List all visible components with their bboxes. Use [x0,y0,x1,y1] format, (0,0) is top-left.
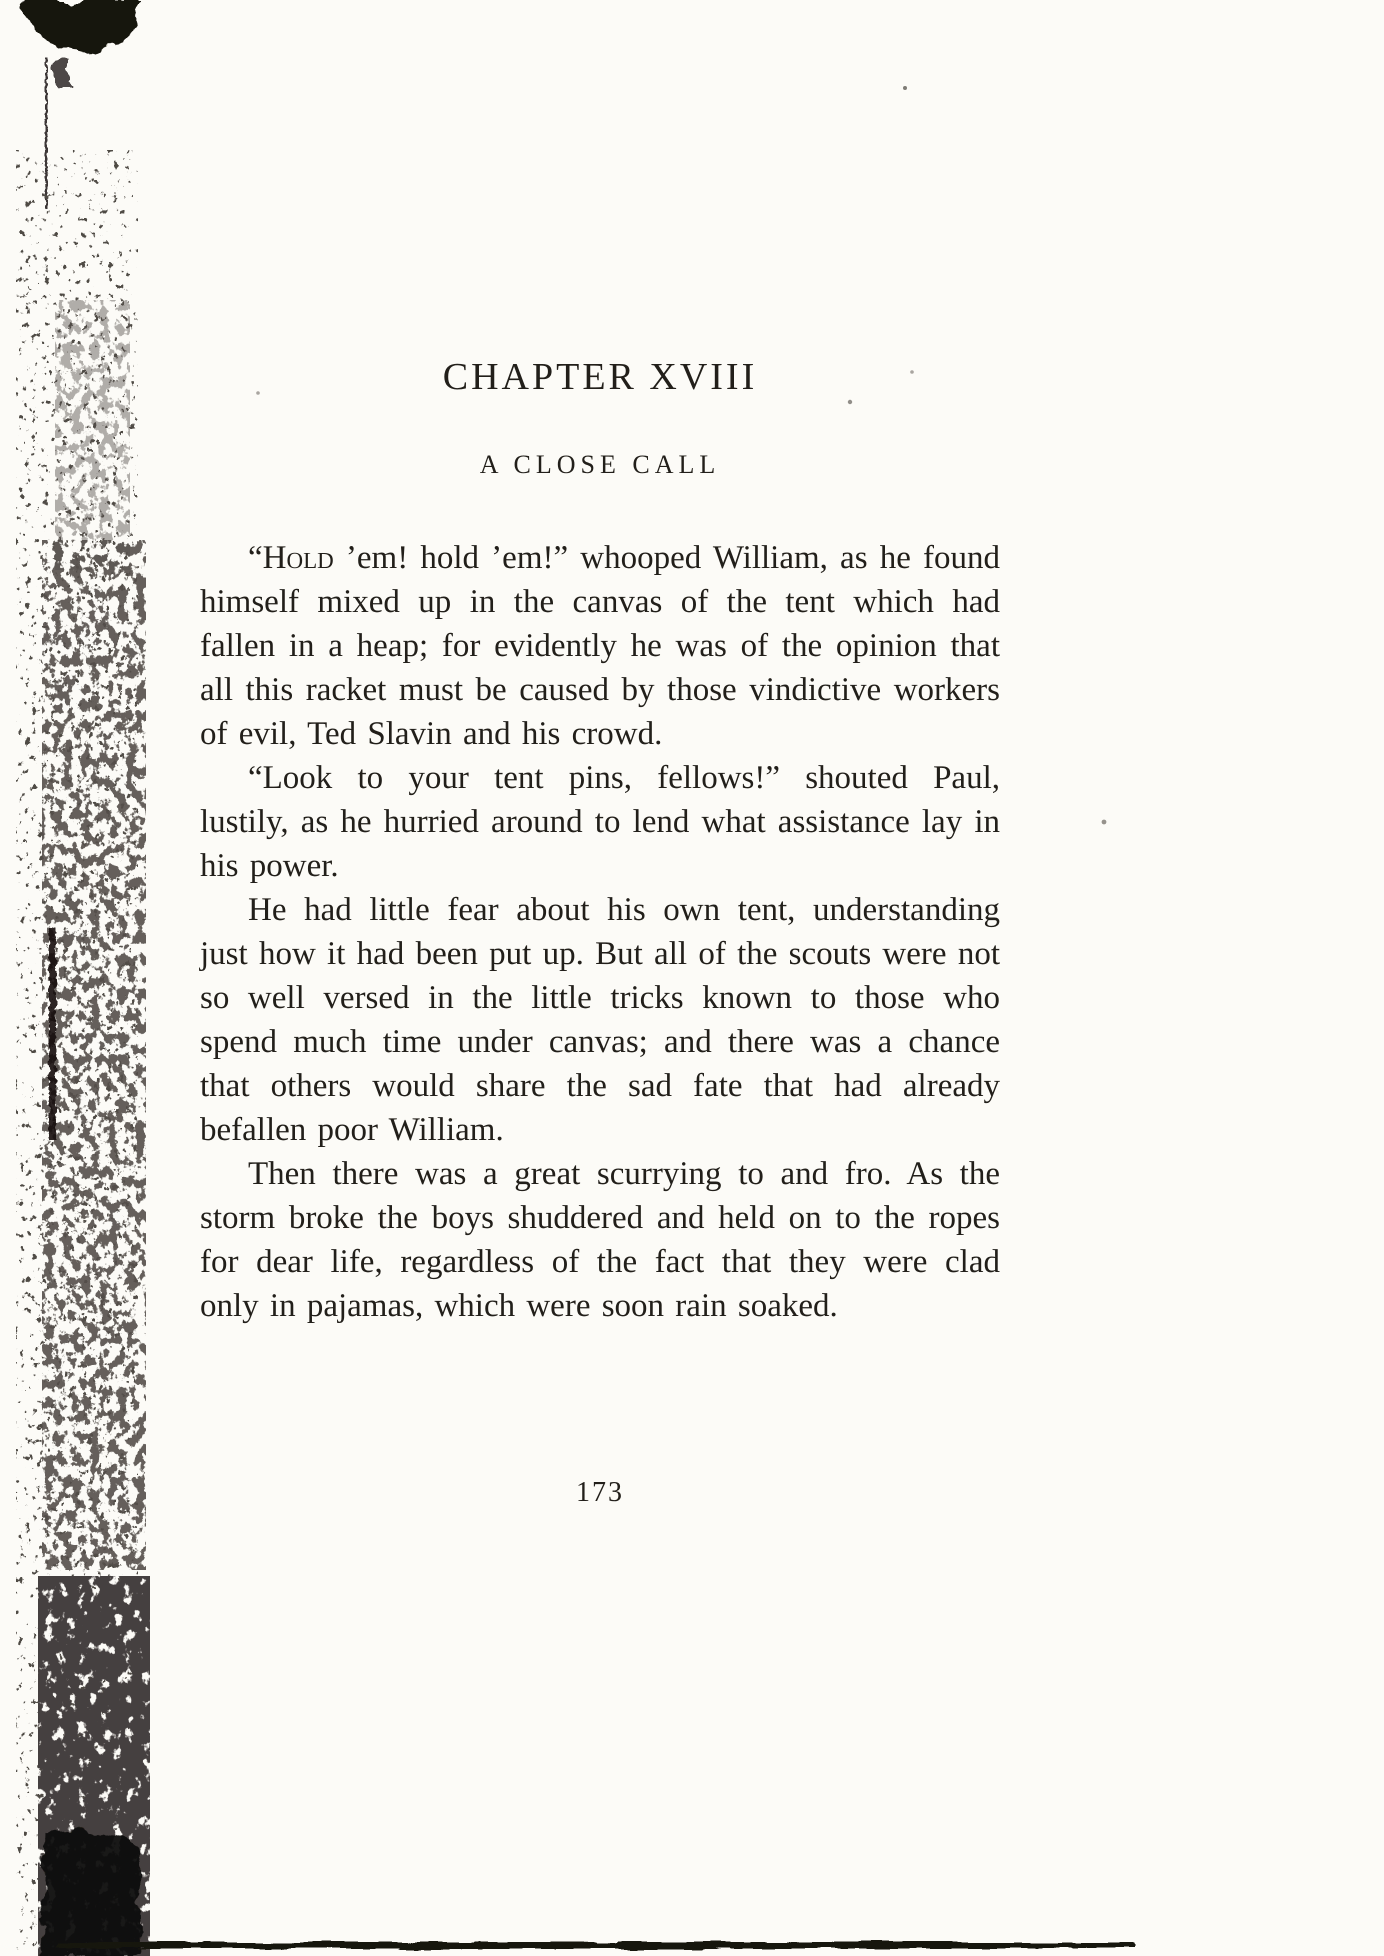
ink-stroke-vertical [49,928,56,1140]
paragraph-1 [200,536,1000,756]
speckle-strip [16,150,138,1950]
paragraph-2 [200,756,1000,888]
ink-hairline [45,58,48,210]
chapter-heading: CHAPTER XVIII [442,356,758,398]
scan-line-bottom [56,1942,1134,1949]
stray-dot [1102,820,1107,825]
ink-blob-bottom-left [40,1830,142,1956]
page-number: 173 [576,1477,624,1508]
ink-texture-column [42,540,146,1570]
body-text [200,536,1000,1328]
paragraph-4 [200,1152,1000,1328]
ink-dense-bottom [38,1576,150,1956]
paragraph-text: ’em! hold ’em!” whooped William, as he found himself mixed up in the canvas of the tent which had fallen in a heap; for evidently he was of the opinion that all this racket must be caused by those vindictive workers of evil, Ted Slavin and his crowd. [200,540,1000,752]
text-column [200,0,1000,1508]
paragraph-lead-smallcaps: “Hold [248,540,334,576]
speckle-strip-mid [55,300,130,570]
ink-blob-top-left [26,0,140,53]
paragraph-text: “Look to your tent pins, fellows!” shouted Paul, lustily, as he hurried around to lend what assistance lay in his power. [200,760,1000,884]
ink-mark [56,62,72,92]
paragraph-text: Then there was a great scurrying to and fro. As the storm broke the boys shuddered and held on to the ropes for dear life, regardless of the fact that they were clad only in pajamas, which were soon rain soaked. [200,1156,1000,1324]
section-title: A CLOSE CALL [479,450,721,479]
paragraph-3 [200,888,1000,1152]
paragraph-text: He had little fear about his own tent, understanding just how it had been put up. But all of the scouts were not so well versed in the little tricks known to those who spend much time under canvas; and there was a chance that others would share the sad fate that had already befallen poor William. [200,892,1000,1148]
